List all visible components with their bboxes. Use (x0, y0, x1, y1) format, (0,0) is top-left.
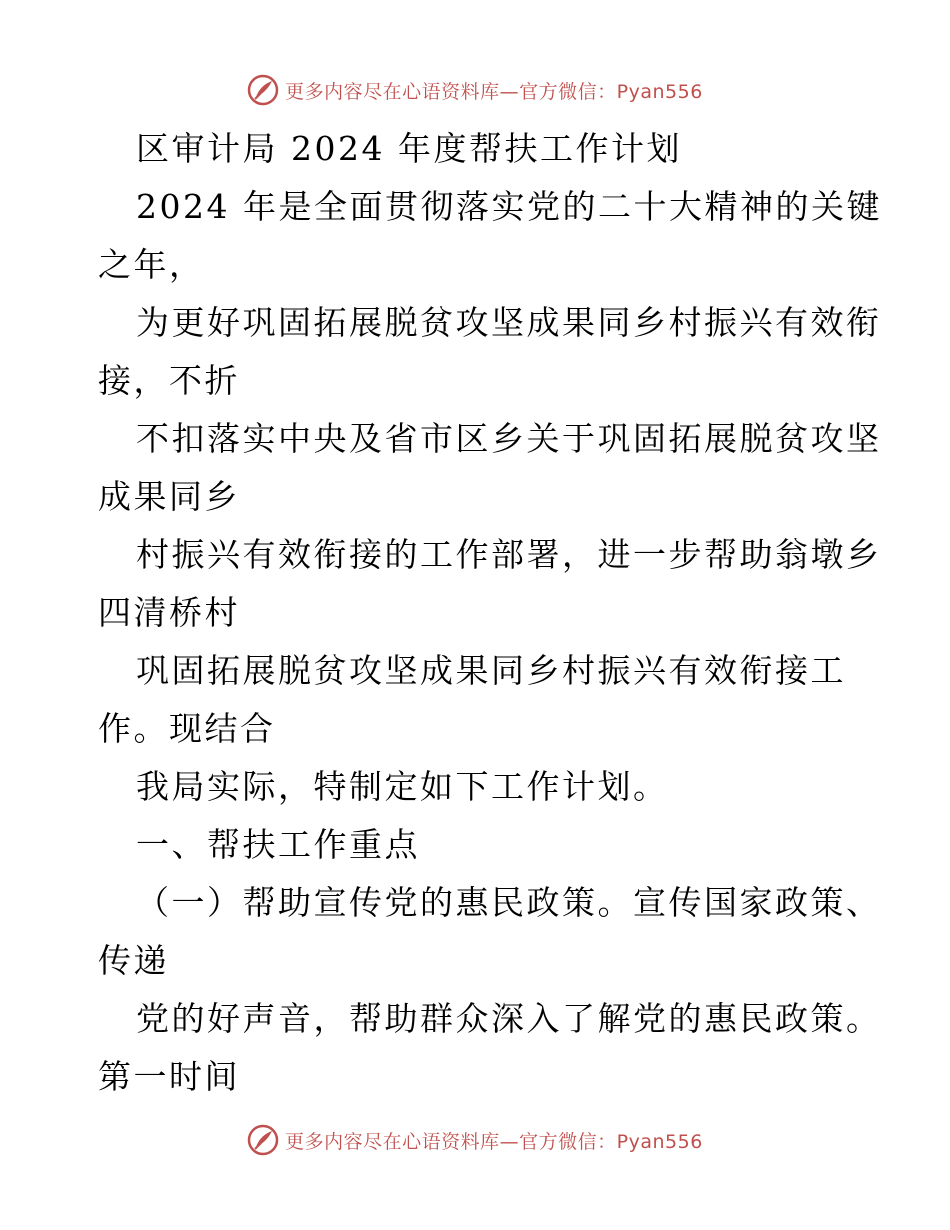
footer-banner-text: 更多内容尽在心语资料库—官方微信：Pyan556 (285, 1130, 703, 1153)
feather-pen-logo-icon (247, 1124, 279, 1156)
paragraph-line: 传递 (98, 941, 169, 980)
document-body (98, 120, 882, 1106)
section-heading: 一、帮扶工作重点 (136, 825, 420, 864)
paragraph-line: 党的好声音，帮助群众深入了解党的惠民政策。 (136, 999, 882, 1038)
paragraph-line: 2024 年是全面贯彻落实党的二十大精神的关键 (136, 187, 882, 226)
header-banner-text: 更多内容尽在心语资料库—官方微信：Pyan556 (285, 80, 703, 103)
paragraph-line: 为更好巩固拓展脱贫攻坚成果同乡村振兴有效衔 (136, 303, 882, 342)
paragraph-line: 巩固拓展脱贫攻坚成果同乡村振兴有效衔接工 (136, 651, 846, 690)
document-title: 区审计局 2024 年度帮扶工作计划 (136, 129, 682, 168)
feather-pen-logo-icon (247, 74, 279, 106)
paragraph-line: 成果同乡 (98, 477, 240, 516)
paragraph-line: 作。现结合 (98, 709, 276, 748)
subsection-heading: （一）帮助宣传党的惠民政策。宣传国家政策、 (136, 883, 882, 922)
paragraph-line: 四清桥村 (98, 593, 240, 632)
paragraph-line: 之年， (98, 245, 205, 284)
paragraph-line: 村振兴有效衔接的工作部署，进一步帮助翁墩乡 (136, 535, 882, 574)
header-banner (0, 70, 950, 110)
paragraph-line: 接，不折 (98, 361, 240, 400)
footer-banner (0, 1120, 950, 1160)
paragraph-line: 我局实际，特制定如下工作计划。 (136, 767, 669, 806)
paragraph-line: 不扣落实中央及省市区乡关于巩固拓展脱贫攻坚 (136, 419, 882, 458)
paragraph-line: 第一时间 (98, 1057, 240, 1096)
